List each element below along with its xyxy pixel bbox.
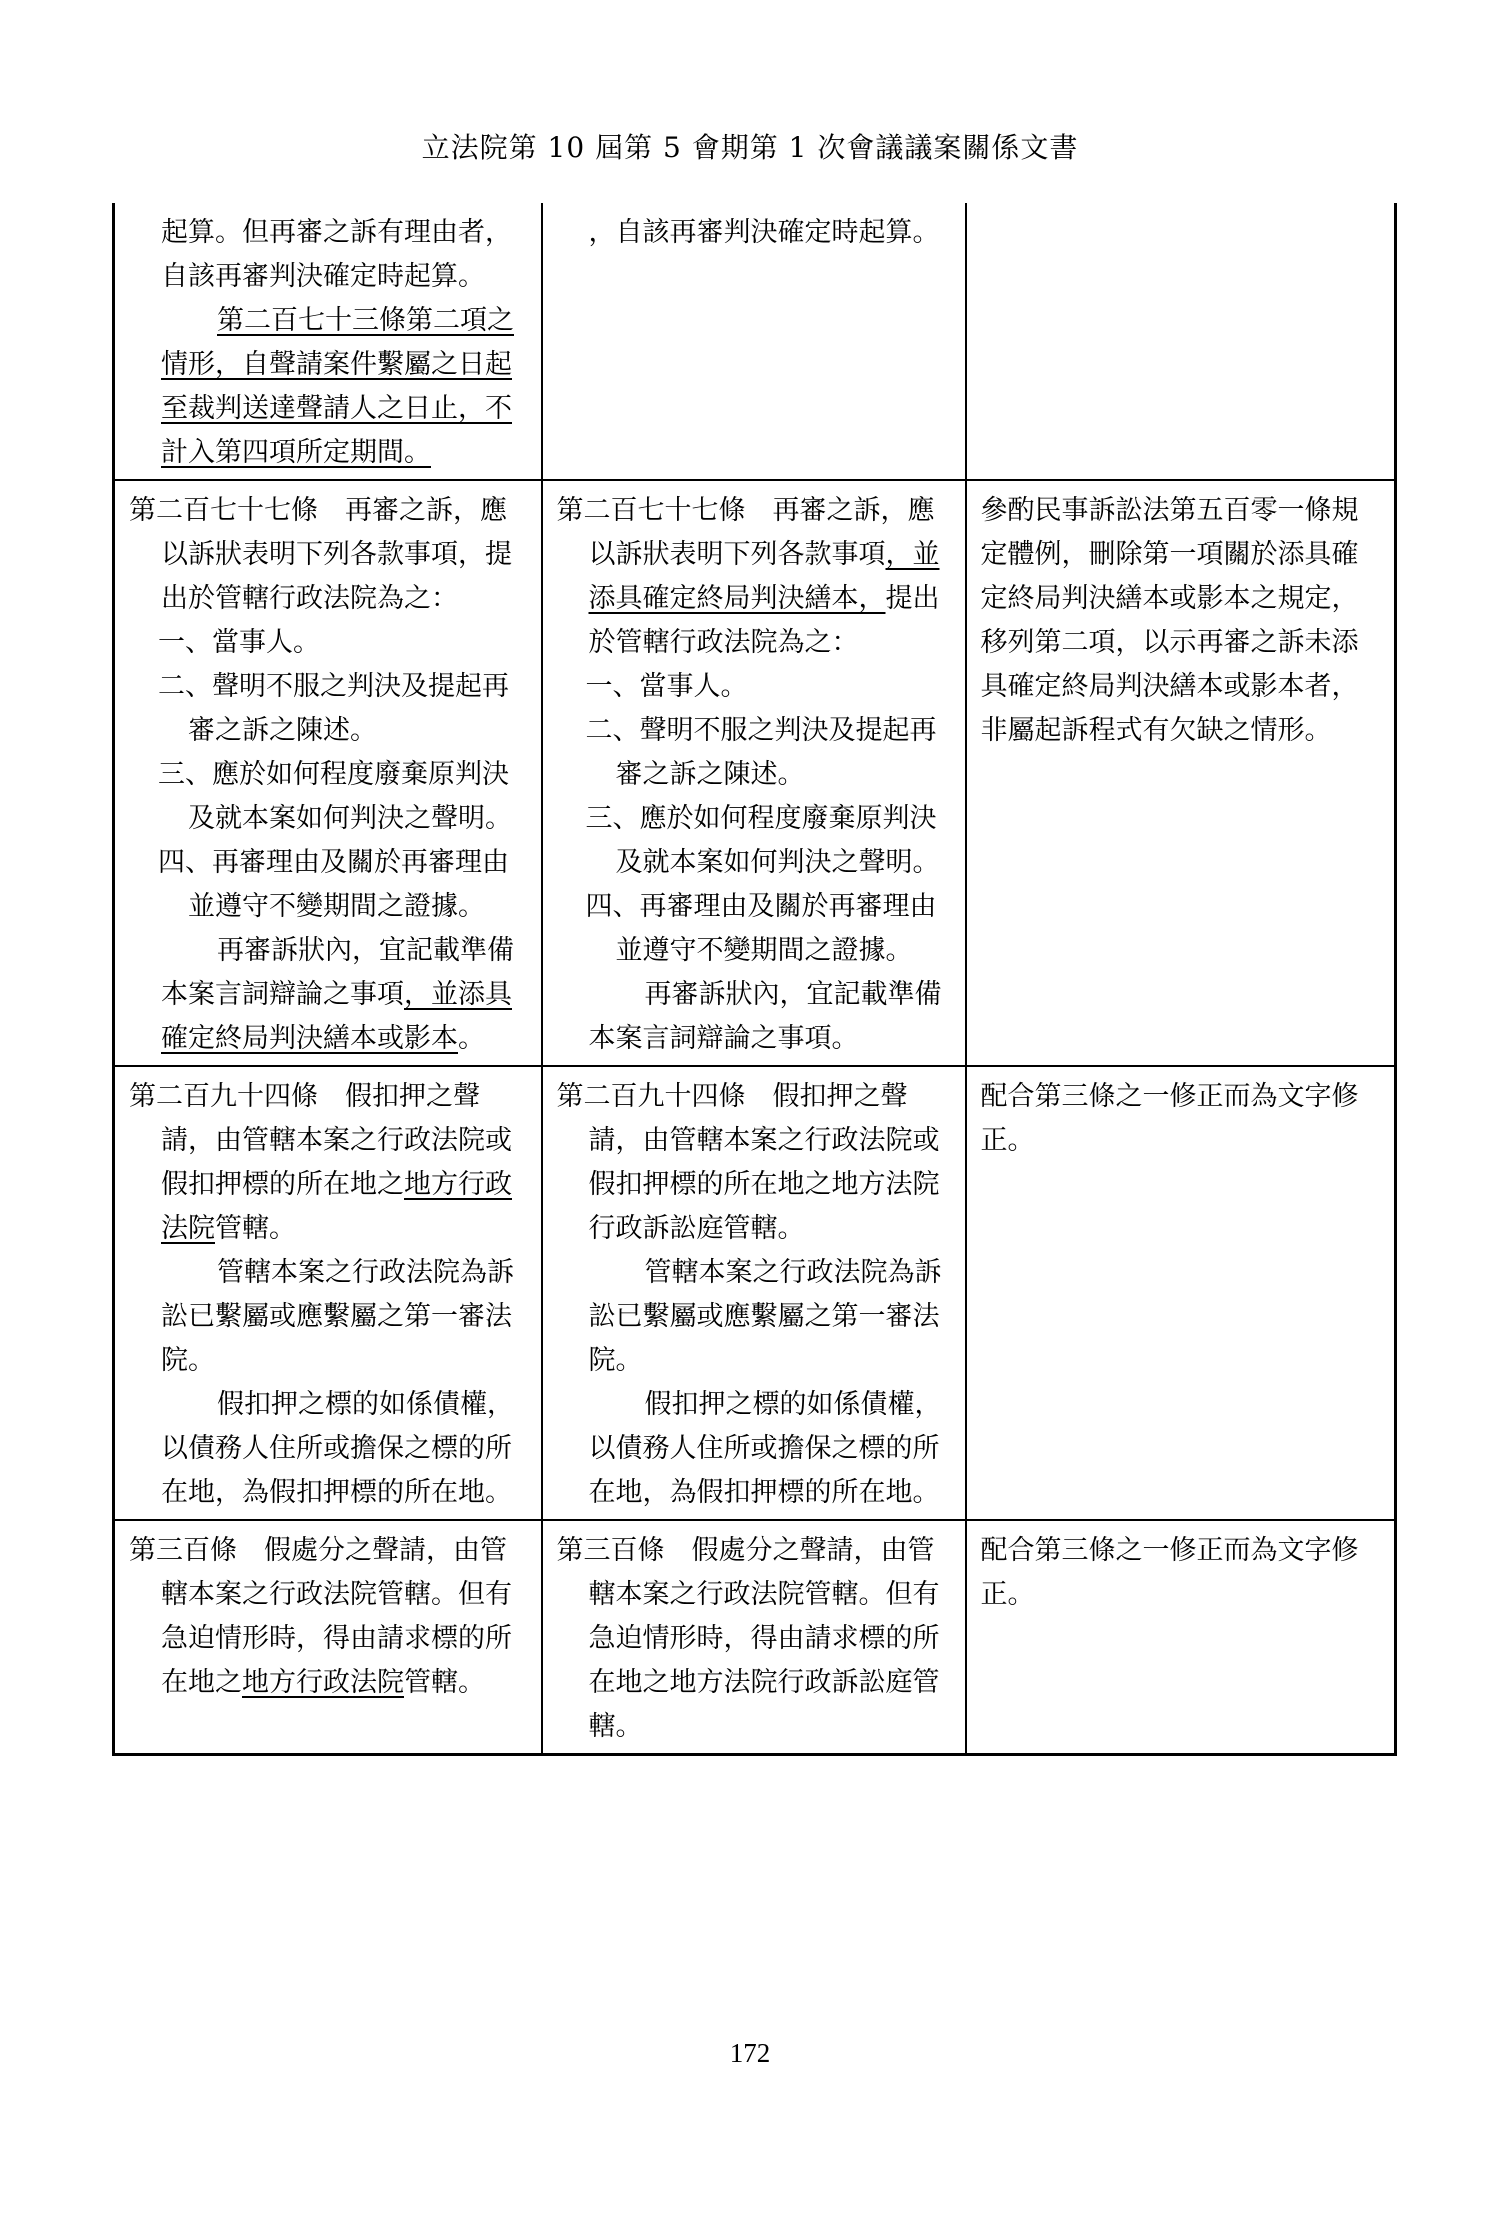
text-segment: 假扣押之標的如係債權，以債務人住所或擔保之標的所在地，為假扣押標的所在地。 bbox=[161, 1389, 514, 1508]
text-segment: 四、再審理由及關於再審理由並遵守不變期間之證據。 bbox=[585, 891, 937, 966]
text-segment: 假扣押之標的如係債權，以債務人住所或擔保之標的所在地，為假扣押標的所在地。 bbox=[588, 1389, 942, 1508]
current-text-cell bbox=[542, 480, 966, 1066]
paragraph bbox=[129, 841, 529, 929]
text-segment: 起算。但再審之訴有理由者，自該再審判決確定時起算。 bbox=[161, 217, 512, 292]
text-segment: 第二百七十七條 再審之訴，應以訴狀表明下列各款事項，提出於管轄行政法院為之： bbox=[129, 495, 512, 614]
paragraph bbox=[129, 489, 529, 621]
table-row bbox=[114, 203, 1396, 480]
text-segment: 配合第三條之一修正而為文字修正。 bbox=[980, 1081, 1359, 1156]
paragraph bbox=[557, 1383, 953, 1515]
paragraph bbox=[129, 929, 529, 1061]
current-text-cell bbox=[542, 203, 966, 480]
paragraph bbox=[981, 1529, 1383, 1617]
text-segment: 提出於管轄行政法院為之： bbox=[588, 583, 940, 658]
page-header: 立法院第 10 屆第 5 會期第 1 次會議議案關係文書 bbox=[421, 131, 1079, 164]
paragraph bbox=[557, 1251, 953, 1383]
text-segment: 三、應於如何程度廢棄原判決及就本案如何判決之聲明。 bbox=[158, 759, 512, 834]
text-segment: 二、聲明不服之判決及提起再審之訴之陳述。 bbox=[585, 715, 937, 790]
text-segment: 參酌民事訴訟法第五百零一條規定體例，刪除第一項關於添具確定終局判決繕本或影本之規定，移列第二項，以示再審之訴未添具確定終局判決繕本或影本者，非屬起訴程式有欠缺之情形。 bbox=[980, 495, 1359, 746]
paragraph bbox=[557, 1529, 953, 1749]
text-segment: 。 bbox=[458, 1023, 485, 1054]
bill-comparison-table bbox=[112, 203, 1397, 1756]
explanation-cell bbox=[966, 480, 1396, 1066]
text-segment: 第二百九十四條 假扣押之聲請，由管轄本案之行政法院或假扣押標的所在地之地方法院行政訴訟庭管轄。 bbox=[556, 1081, 940, 1244]
text-segment: 第三百條 假處分之聲請，由管轄本案之行政法院管轄。但有急迫情形時，得由請求標的所在地之地方法院行政訴訟庭管轄。 bbox=[556, 1535, 940, 1742]
text-segment: 二、聲明不服之判決及提起再審之訴之陳述。 bbox=[158, 671, 509, 746]
text-segment: 配合第三條之一修正而為文字修正。 bbox=[980, 1535, 1359, 1610]
paragraph bbox=[557, 1075, 953, 1251]
text-segment: 管轄。 bbox=[215, 1213, 296, 1244]
paragraph bbox=[129, 1251, 529, 1383]
text-segment: 第二百七十七條 再審之訴，應以訴狀表明下列各款事項 bbox=[556, 495, 935, 570]
amended-text-cell bbox=[114, 480, 542, 1066]
text-segment: 管轄本案之行政法院為訴訟已繫屬或應繫屬之第一審法院。 bbox=[161, 1257, 514, 1376]
underlined-text: 第二百七十三條第二項之情形，自聲請案件繫屬之日起至裁判送達聲請人之日止，不計入第四項所定期間。 bbox=[161, 305, 514, 468]
table-row bbox=[114, 1520, 1396, 1755]
paragraph bbox=[129, 1075, 529, 1251]
underlined-text: ，並添具確定終局判決繕本， bbox=[588, 539, 940, 614]
paragraph bbox=[129, 299, 529, 475]
text-segment: 三、應於如何程度廢棄原判決及就本案如何判決之聲明。 bbox=[585, 803, 940, 878]
paragraph bbox=[129, 211, 529, 299]
text-segment: 管轄。 bbox=[404, 1667, 485, 1698]
explanation-cell bbox=[966, 203, 1396, 480]
table-row bbox=[114, 480, 1396, 1066]
current-text-cell bbox=[542, 1520, 966, 1755]
paragraph bbox=[557, 797, 953, 885]
text-segment: 一、當事人。 bbox=[158, 627, 320, 658]
underlined-text: ，並添具確定終局判決繕本或影本 bbox=[161, 979, 512, 1054]
paragraph bbox=[129, 1383, 529, 1515]
bill-table-body bbox=[114, 203, 1396, 1755]
text-segment: 四、再審理由及關於再審理由並遵守不變期間之證據。 bbox=[158, 847, 509, 922]
text-segment: ，自該再審判決確定時起算。 bbox=[588, 217, 940, 248]
explanation-cell bbox=[966, 1520, 1396, 1755]
paragraph bbox=[557, 885, 953, 973]
paragraph bbox=[557, 665, 953, 709]
text-segment: 一、當事人。 bbox=[585, 671, 748, 702]
paragraph bbox=[129, 1529, 529, 1705]
paragraph bbox=[129, 753, 529, 841]
amended-text-cell bbox=[114, 203, 542, 480]
underlined-text: 地方行政法院 bbox=[242, 1667, 404, 1698]
paragraph bbox=[981, 489, 1383, 753]
paragraph bbox=[557, 709, 953, 797]
text-segment: 再審訴狀內，宜記載準備本案言詞辯論之事項。 bbox=[588, 979, 942, 1054]
text-segment: 再審訴狀內，宜記載準備本案言詞辯論之事項 bbox=[161, 935, 514, 1010]
page-number: 172 bbox=[729, 2038, 771, 2068]
underlined-text: 地方行政法院 bbox=[161, 1169, 512, 1244]
paragraph bbox=[557, 211, 953, 255]
amended-text-cell bbox=[114, 1066, 542, 1520]
text-segment: 管轄本案之行政法院為訴訟已繫屬或應繫屬之第一審法院。 bbox=[588, 1257, 942, 1376]
current-text-cell bbox=[542, 1066, 966, 1520]
text-segment: 第二百九十四條 假扣押之聲請，由管轄本案之行政法院或假扣押標的所在地之 bbox=[129, 1081, 512, 1200]
table-row bbox=[114, 1066, 1396, 1520]
paragraph bbox=[557, 973, 953, 1061]
paragraph bbox=[129, 621, 529, 665]
explanation-cell bbox=[966, 1066, 1396, 1520]
amended-text-cell bbox=[114, 1520, 542, 1755]
text-segment: 第三百條 假處分之聲請，由管轄本案之行政法院管轄。但有急迫情形時，得由請求標的所在地之 bbox=[129, 1535, 512, 1698]
paragraph bbox=[129, 665, 529, 753]
paragraph bbox=[981, 1075, 1383, 1163]
paragraph bbox=[557, 489, 953, 665]
